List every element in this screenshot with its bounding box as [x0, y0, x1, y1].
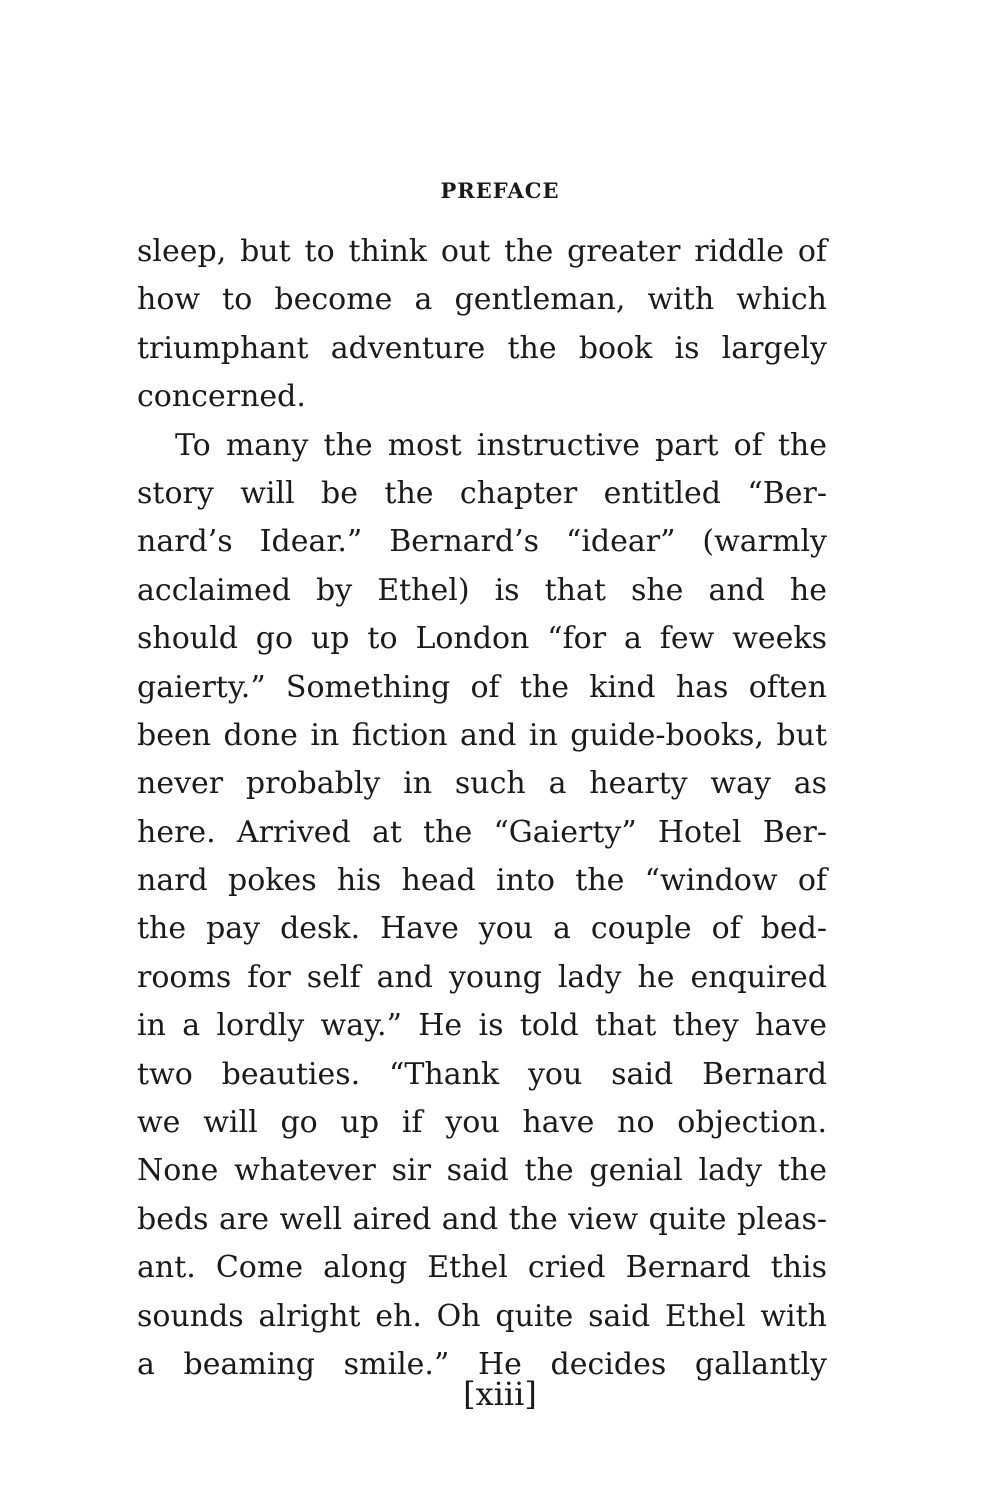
text-line: two beauties. “Thank you said Bernard [137, 1056, 827, 1092]
text-line: nard’s Idear.” Bernard’s “idear” (warmly [137, 524, 827, 560]
text-line: a beaming smile.” He decides gallantly [137, 1346, 827, 1382]
text-line: gaierty.” Something of the kind has often [137, 669, 827, 705]
text-line: sounds alright eh. Oh quite said Ethel with [137, 1298, 827, 1334]
text-line: rooms for self and young lady he enquired [137, 959, 827, 995]
text-line: ant. Come along Ethel cried Bernard this [137, 1250, 827, 1286]
running-head: PREFACE [440, 178, 560, 203]
text-line: in a lordly way.” He is told that they have [137, 1008, 827, 1044]
text-line: nard pokes his head into the “window of [137, 863, 827, 899]
text-line: acclaimed by Ethel) is that she and he [137, 572, 827, 608]
text-line: beds are well aired and the view quite pleas- [137, 1201, 827, 1237]
text-line: sleep, but to think out the greater riddle of [137, 234, 827, 269]
text-line: None whatever sir said the genial lady the [137, 1153, 827, 1189]
text-line: should go up to London “for a few weeks [137, 621, 827, 657]
paragraph [137, 422, 827, 1390]
text-line: the pay desk. Have you a couple of bed- [137, 911, 827, 947]
body-text [137, 228, 827, 1389]
text-line: never probably in such a hearty way as [137, 766, 827, 802]
paragraph [137, 228, 827, 422]
text-line: been done in fiction and in guide-books, but [137, 717, 827, 753]
text-line: story will be the chapter entitled “Ber- [137, 475, 827, 511]
text-line: concerned. [137, 379, 306, 415]
page-number: [xiii] [463, 1375, 537, 1413]
text-line: To many the most instructive part of the [175, 427, 827, 463]
text-line: we will go up if you have no objection. [137, 1105, 827, 1141]
text-line: how to become a gentleman, with which [137, 282, 827, 318]
text-line: here. Arrived at the “Gaierty” Hotel Ber- [137, 814, 827, 850]
text-line: triumphant adventure the book is largely [137, 330, 827, 366]
